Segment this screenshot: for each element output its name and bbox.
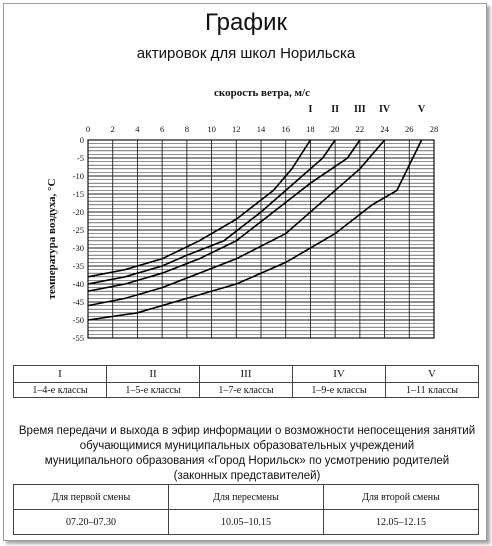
y-tick-label: -15 <box>72 189 84 199</box>
x-tick-label: 10 <box>207 124 216 134</box>
shift-header-first: Для первой смены <box>14 485 169 510</box>
page-title: График <box>205 9 287 36</box>
y-tick-label: -40 <box>72 279 84 289</box>
x-tick-label: 28 <box>429 124 439 134</box>
x-tick-label: 6 <box>160 124 165 134</box>
shift-header-between: Для пересмены <box>169 485 324 510</box>
x-tick-label: 20 <box>330 124 340 134</box>
classes-cell-5: 1–11 классы <box>386 383 479 398</box>
page-subtitle: актировок для школ Норильска <box>136 45 356 62</box>
group-row <box>14 366 479 383</box>
shift-times-table <box>13 484 479 535</box>
chart-title: скорость ветра, м/с <box>214 87 310 99</box>
series-label-II: II <box>331 104 340 115</box>
group-cell-1: I <box>14 366 107 383</box>
shift-time-first: 07.20–07.30 <box>14 510 169 535</box>
group-cell-5: V <box>386 366 479 383</box>
shift-time-row <box>14 510 479 535</box>
x-tick-label: 18 <box>306 124 315 134</box>
y-tick-label: -55 <box>72 333 84 343</box>
group-cell-4: IV <box>293 366 386 383</box>
shift-time-second: 12.05–12.15 <box>324 510 479 535</box>
class-groups-table <box>13 365 479 398</box>
broadcast-notice <box>14 424 480 484</box>
group-cell-3: III <box>200 366 293 383</box>
notice-line: муниципального образования «Город Норильск» по усмотрению родителей <box>44 455 450 467</box>
classes-row <box>14 383 479 398</box>
x-tick-label: 0 <box>85 124 91 134</box>
notice-line: (законных представителей) <box>173 470 321 482</box>
x-tick-label: 24 <box>380 124 389 134</box>
classes-cell-4: 1–9-е классы <box>293 383 386 398</box>
classes-cell-3: 1–7-е классы <box>200 383 293 398</box>
y-tick-label: -10 <box>72 171 84 181</box>
classes-cell-2: 1–5-е классы <box>107 383 200 398</box>
x-tick-label: 22 <box>355 124 365 134</box>
x-tick-label: 12 <box>232 124 241 134</box>
series-label-IV: IV <box>379 104 391 115</box>
shift-header-row <box>14 485 479 510</box>
y-axis-label: температура воздуха, °С <box>46 178 58 300</box>
shift-header-second: Для второй смены <box>324 485 479 510</box>
x-tick-label: 26 <box>405 124 414 134</box>
x-tick-label: 8 <box>184 124 189 134</box>
x-tick-label: 16 <box>281 124 290 134</box>
y-tick-label: -20 <box>72 207 84 217</box>
group-cell-2: II <box>107 366 200 383</box>
y-tick-label: -25 <box>72 225 84 235</box>
series-label-I: I <box>308 104 313 115</box>
notice-line: обучающимися муниципальных образовательных учреждений <box>79 440 415 452</box>
series-label-V: V <box>418 104 426 115</box>
shift-time-between: 10.05–10.15 <box>169 510 324 535</box>
y-tick-label: -35 <box>72 261 84 271</box>
y-tick-label: -5 <box>76 153 84 163</box>
x-tick-label: 2 <box>110 124 115 134</box>
y-tick-label: -45 <box>72 297 84 307</box>
classes-cell-1: 1–4-е классы <box>14 383 107 398</box>
series-label-III: III <box>354 104 366 115</box>
y-tick-label: -50 <box>72 315 84 325</box>
notice-line: Время передачи и выхода в эфир информации о возможности непосещения занятий <box>18 425 476 437</box>
y-tick-label: -30 <box>72 243 84 253</box>
x-tick-label: 14 <box>256 124 266 134</box>
y-tick-label: 0 <box>79 135 84 145</box>
x-tick-label: 4 <box>135 124 140 134</box>
